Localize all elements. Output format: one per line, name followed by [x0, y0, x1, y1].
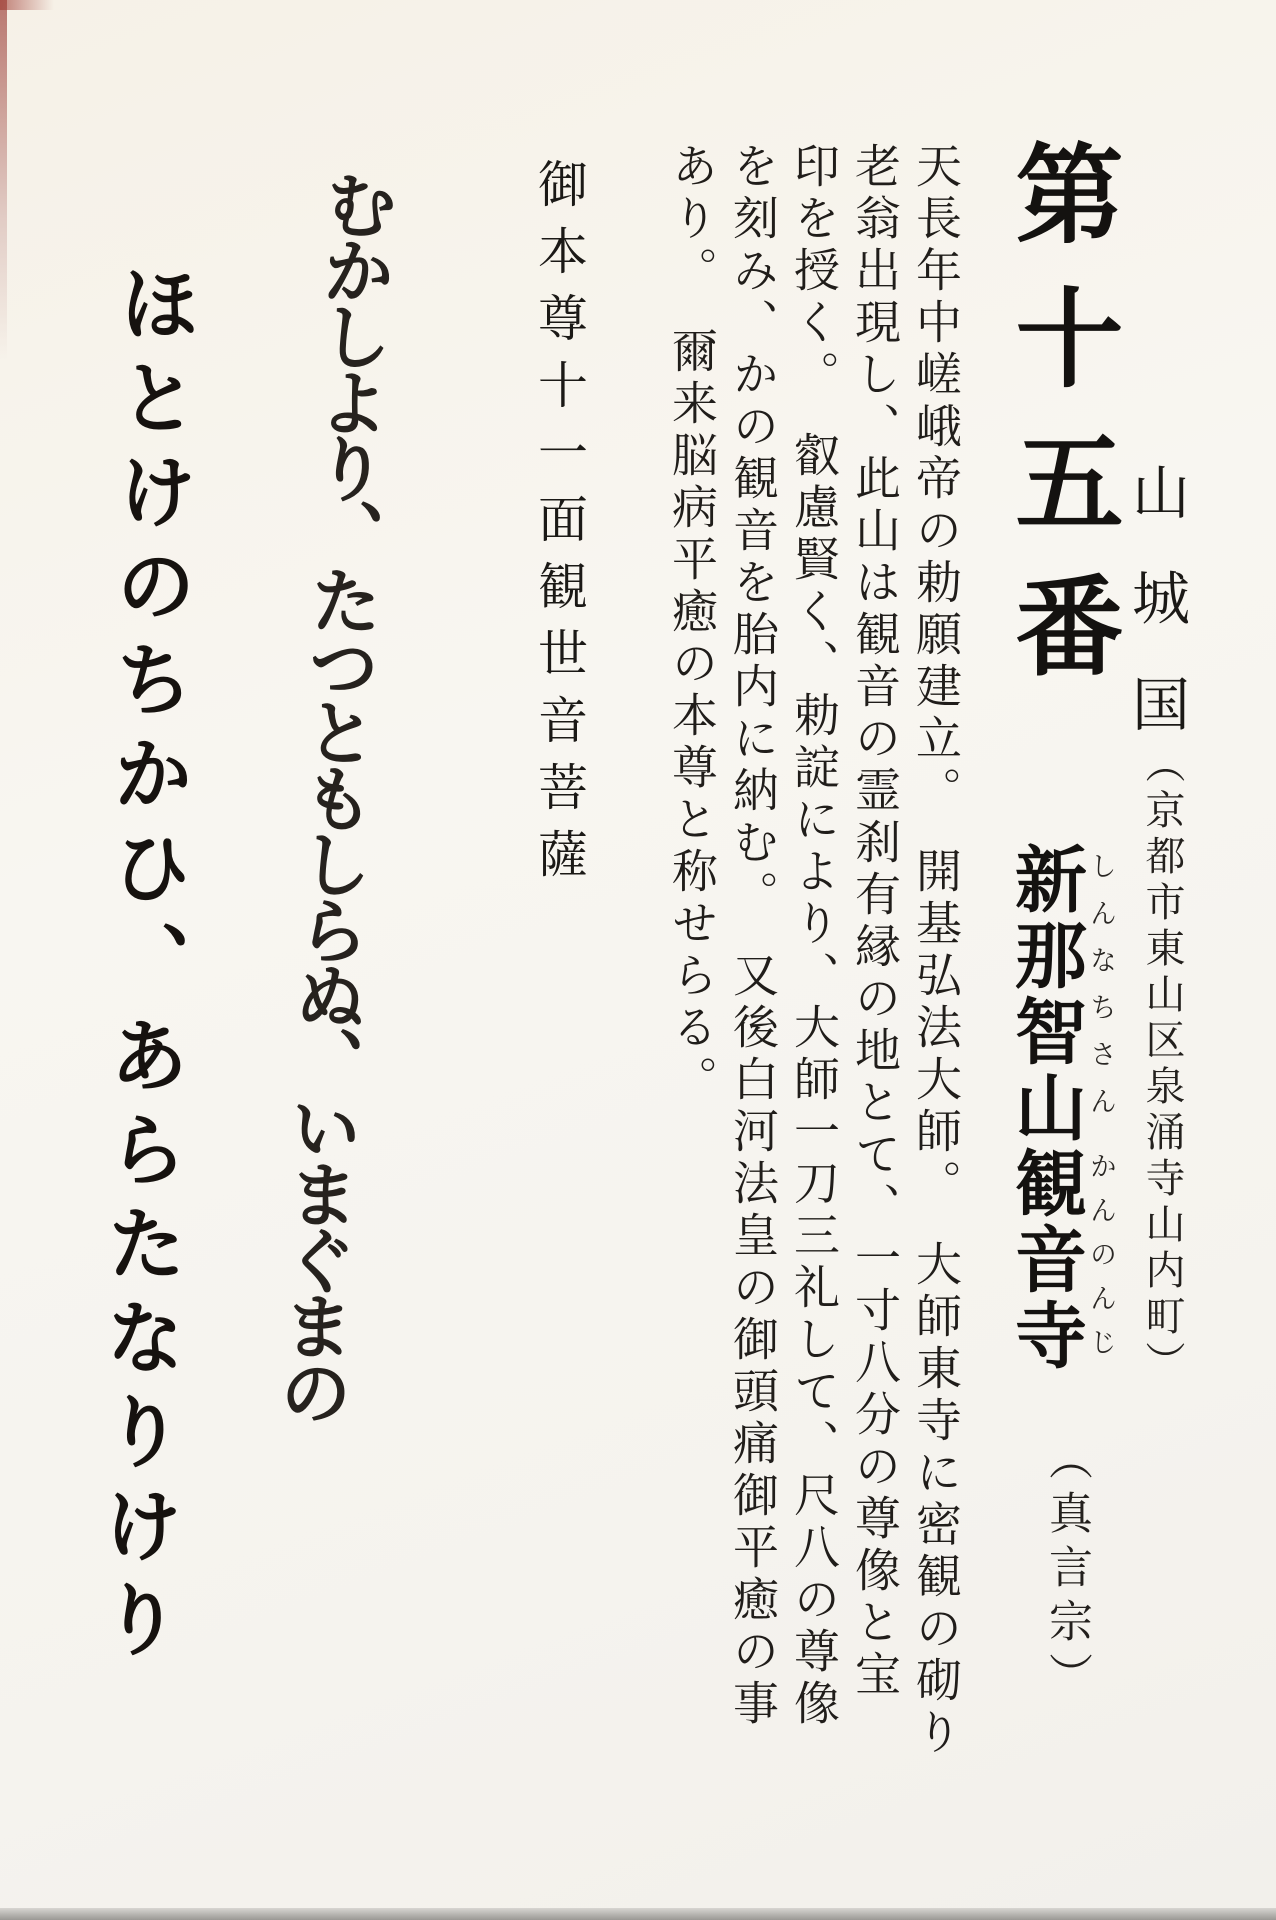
history-column-5: あり。 爾来脳病平癒の本尊と称せらる。	[666, 142, 717, 1107]
temple-address: （京都市東山区泉涌寺山内町）	[1140, 743, 1185, 1387]
scan-artifact-left-edge	[0, 0, 7, 360]
scan-artifact-top-corner	[0, 0, 54, 10]
page-bottom-edge	[0, 1908, 1276, 1920]
sect-label: （真言宗）	[1042, 1436, 1091, 1706]
history-column-4: を刻み、かの観音を胎内に納む。 又後白河法皇の御頭痛御平癒の事	[727, 142, 778, 1731]
history-column-1: 天長年中嵯峨帝の勅願建立。 開基弘法大師。 大師東寺に密観の砌り	[910, 142, 961, 1760]
temple-number-heading: 第十五番	[999, 138, 1118, 714]
temple-name-furigana-temple: かんのんじ	[1086, 1152, 1116, 1372]
goeika-line-1: むかしより、たつともしらぬ、いまぐまの	[267, 166, 396, 1423]
temple-name: 新那智山観音寺	[1004, 842, 1084, 1374]
history-column-3: 印を授く。 叡慮賢く、勅諚により、大師一刀三礼して、尺八の尊像	[788, 142, 839, 1731]
goeika-line-2: ほとけのちかひ、あらたなりけり	[88, 261, 196, 1673]
temple-name-furigana-mountain: しんなちさん	[1086, 852, 1116, 1134]
history-column-2: 老翁出現し、此山は観音の霊刹有縁の地とて、一寸八分の尊像と宝	[849, 142, 900, 1702]
province-name: 山城国	[1123, 462, 1188, 780]
honzon-label: 御本尊十一面観世音菩薩	[531, 158, 587, 895]
